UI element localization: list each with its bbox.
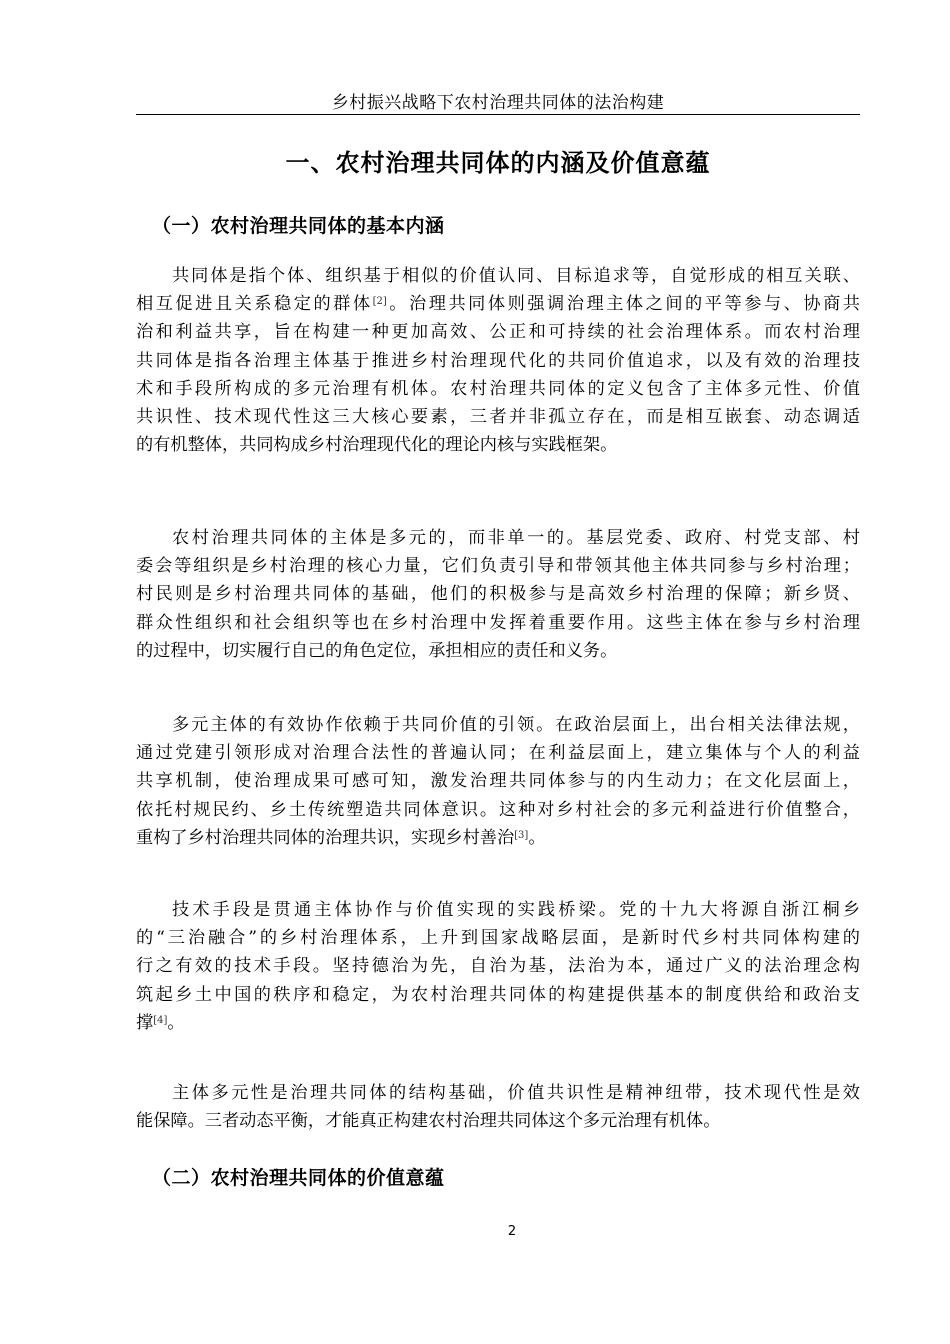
citation-ref[interactable]: [2] <box>372 296 387 308</box>
citation-ref[interactable]: [3] <box>514 829 529 841</box>
text-line: 村民则是乡村治理共同体的基础，他们的积极参与是高效乡村治理的保障；新乡贤、 <box>136 584 860 605</box>
text-line: 术和手段所构成的多元治理有机体。农村治理共同体的定义包含了主体多元性、价值 <box>136 378 860 399</box>
text-line: 委会等组织是乡村治理的核心力量，它们负责引导和带领其他主体共同参与乡村治理； <box>136 556 860 577</box>
header-rule <box>136 114 860 115</box>
text-line: 共同体是指各治理主体基于推进乡村治理现代化的共同价值追求，以及有效的治理技 <box>136 350 860 371</box>
text-line: 治和利益共享，旨在构建一种更加高效、公正和可持续的社会治理体系。而农村治理 <box>136 322 860 343</box>
paragraph-1 <box>136 262 860 459</box>
paragraph-5 <box>136 1079 860 1135</box>
text-line: 共享机制，使治理成果可感可知，激发治理共同体参与的内生动力；在文化层面上， <box>136 771 860 792</box>
text-line: 依托村规民约、乡土传统塑造共同体意识。这种对乡村社会的多元利益进行价值整合， <box>136 799 860 820</box>
text-line: 筑起乡土中国的秩序和稳定，为农村治理共同体的构建提供基本的制度供给和政治支 <box>136 984 860 1005</box>
text-line: 的过程中，切实履行自己的角色定位，承担相应的责任和义务。 <box>136 640 618 661</box>
text-line: 能保障。三者动态平衡，才能真正构建农村治理共同体这个多元治理有机体。 <box>136 1111 721 1132</box>
text-line: 群众性组织和社会组织等也在乡村治理中发挥着重要作用。这些主体在参与乡村治理 <box>136 612 860 633</box>
text-line: 的“三治融合”的乡村治理体系，上升到国家战略层面，是新时代乡村共同体构建的 <box>136 928 860 949</box>
text-line: 技术手段是贯通主体协作与价值实现的实践桥梁。党的十九大将源自浙江桐乡 <box>172 900 860 920</box>
paragraph-4 <box>136 896 860 1037</box>
text-line: 通过党建引领形成对治理合法性的普遍认同；在利益层面上，建立集体与个人的利益 <box>136 743 860 764</box>
citation-ref[interactable]: [4] <box>153 1014 168 1026</box>
chapter-title: 一、农村治理共同体的内涵及价值意蕴 <box>285 149 711 177</box>
page-number: 2 <box>507 1224 517 1239</box>
section-title-2: （二）农村治理共同体的价值意蕴 <box>152 1167 445 1189</box>
text-line: 的有机整体，共同构成乡村治理现代化的理论内核与实践框架。 <box>136 435 618 456</box>
text-line: 共识性、技术现代性这三大核心要素，三者并非孤立存在，而是相互嵌套、动态调适 <box>136 406 860 427</box>
paragraph-2 <box>136 524 860 665</box>
running-header: 乡村振兴战略下农村治理共同体的法治构建 <box>331 93 665 113</box>
text-line: 主体多元性是治理共同体的结构基础，价值共识性是精神纽带，技术现代性是效 <box>172 1083 860 1103</box>
text-line: 重构了乡村治理共同体的治理共识，实现乡村善治[3]。 <box>136 827 546 848</box>
paragraph-3 <box>136 711 860 852</box>
text-line: 农村治理共同体的主体是多元的，而非单一的。基层党委、政府、村党支部、村 <box>172 528 860 548</box>
section-title-1: （一）农村治理共同体的基本内涵 <box>152 215 445 237</box>
text-line: 相互促进且关系稳定的群体[2]。治理共同体则强调治理主体之间的平等参与、协商共 <box>136 294 860 315</box>
text-line: 行之有效的技术手段。坚持德治为先，自治为基，法治为本，通过广义的法治理念构 <box>136 956 860 977</box>
text-line: 共同体是指个体、组织基于相似的价值认同、目标追求等，自觉形成的相互关联、 <box>172 266 860 286</box>
text-line: 多元主体的有效协作依赖于共同价值的引领。在政治层面上，出台相关法律法规， <box>172 715 860 735</box>
text-line: 撑[4]。 <box>136 1012 185 1033</box>
